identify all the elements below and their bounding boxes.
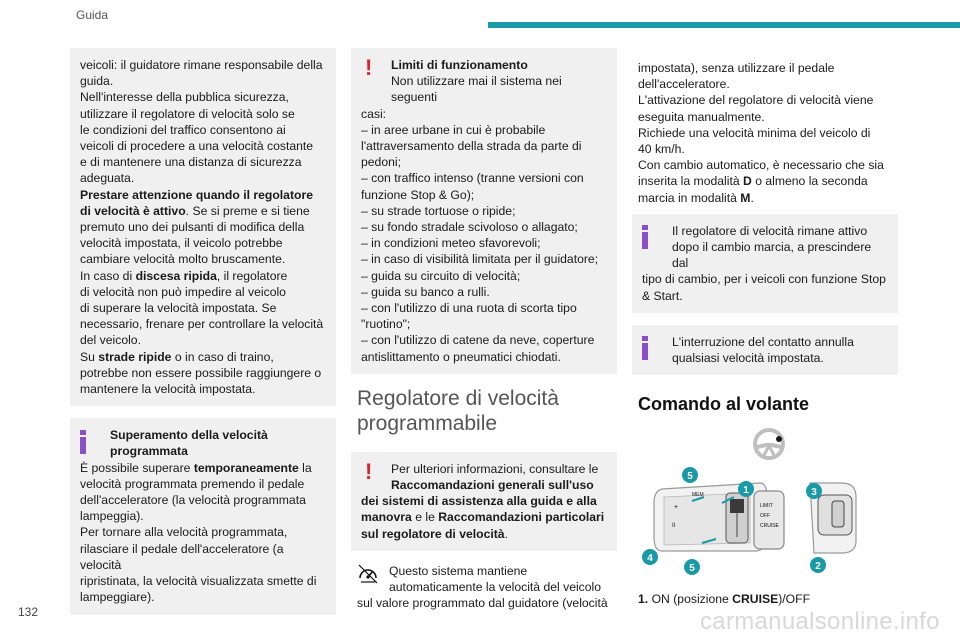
- bold-text: discesa ripida: [135, 268, 217, 283]
- text-line: [638, 190, 892, 206]
- diagram-label-mem: MEM: [692, 492, 704, 499]
- text-line: [80, 460, 326, 476]
- text-line: [80, 203, 326, 219]
- text-line: L'interruzione del contatto annulla: [672, 334, 854, 349]
- text-line: e di mantenere una distanza di sicurezza: [80, 155, 302, 170]
- text-line: Il regolatore di velocità rimane attivo: [672, 223, 868, 238]
- text-line: pedoni;: [361, 155, 401, 170]
- cruise-stalk-diagram: [642, 467, 892, 577]
- steering-control-diagram: [632, 427, 898, 577]
- bold-text: programmata: [110, 444, 188, 459]
- text-line: lampeggiare).: [80, 590, 155, 605]
- control-list: [632, 591, 898, 607]
- list-number: 1.: [638, 592, 649, 607]
- bold-text: Prestare attenzione quando il regolatore: [80, 187, 313, 202]
- warning-icon: !: [365, 55, 373, 80]
- svg-text:4: 4: [647, 553, 653, 565]
- text-line: adeguata.: [80, 171, 135, 186]
- text-span: la: [298, 460, 312, 475]
- text-line: – in condizioni meteo sfavorevoli;: [361, 236, 541, 251]
- text-span: o in caso di traino,: [171, 349, 274, 364]
- text-line: [361, 477, 607, 493]
- text-line: funzione Stop & Go);: [361, 187, 475, 202]
- text-span: o almeno la seconda: [751, 174, 868, 189]
- box-title-line: [80, 443, 326, 459]
- text-line: – in caso di visibilità limitata per il guidatore;: [361, 252, 599, 267]
- text-line: potrebbe non essere possibile raggiungere o: [80, 365, 322, 380]
- bold-text: di velocità è attivo: [80, 203, 186, 218]
- bold-text: Limiti di funzionamento: [391, 58, 528, 72]
- text-line: premuto uno dei pulsanti di modifica della: [80, 220, 305, 235]
- column-2: [351, 48, 617, 611]
- callout-4: [642, 549, 658, 565]
- text-line: [361, 493, 607, 509]
- text-span: .: [504, 526, 508, 541]
- text-span: marcia in modalità: [638, 190, 741, 205]
- bold-text: dei sistemi di assistenza alla guida e alla: [361, 494, 597, 509]
- text-line: antislittamento o pneumatici chiodati.: [361, 349, 561, 364]
- info-icon: [80, 430, 86, 454]
- bold-text: CRUISE: [732, 592, 779, 607]
- header-accent-bar: [488, 22, 960, 28]
- text-line: [80, 268, 326, 284]
- list-item: [638, 591, 892, 607]
- text-line: "ruotino";: [361, 317, 411, 332]
- text-line: di velocità non può impedire al veicolo: [80, 284, 286, 299]
- speed-regulator-icon: [357, 563, 379, 585]
- text-span: È possibile superare: [80, 460, 194, 475]
- text-line: cambiare velocità molto bruscamente.: [80, 252, 286, 267]
- column-1: [70, 48, 336, 627]
- text-line: – con l'utilizzo di una ruota di scorta tipo: [361, 301, 577, 316]
- info-icon: [642, 336, 648, 360]
- header-section-label: Guida: [76, 8, 109, 22]
- warning-box-limits: [351, 48, 617, 374]
- text-line: Nell'interesse della pubblica sicurezza,: [80, 90, 289, 105]
- box-title-line: [361, 57, 607, 73]
- text-line: automaticamente la velocità del veicolo: [389, 580, 602, 595]
- callout-5-bottom: [684, 559, 700, 575]
- text-line: Questo sistema mantiene: [389, 563, 528, 578]
- text-line: – su strade tortuose o ripide;: [361, 203, 516, 218]
- text-line: tipo di cambio, per i veicoli con funzione Stop: [642, 272, 886, 287]
- section-title-line: Regolatore di velocità: [357, 386, 559, 410]
- text-line: dell'acceleratore (la velocità programmata: [80, 493, 306, 508]
- text-line: – su fondo stradale scivoloso o allagato;: [361, 220, 578, 235]
- text-line: Non utilizzare mai il sistema nei seguenti: [391, 74, 562, 105]
- text-line: casi:: [361, 106, 387, 121]
- svg-text:1: 1: [743, 485, 749, 497]
- bold-text: Superamento della velocità: [110, 428, 268, 443]
- text-line: rilasciare il pedale dell'acceleratore (a velocità: [80, 541, 284, 572]
- diagram-label-limit: LIMIT: [760, 503, 773, 510]
- text-line: l'attraversamento della strada da parte di: [361, 139, 582, 154]
- section-title-line: programmabile: [357, 411, 498, 435]
- steering-wheel-icon: [752, 427, 786, 461]
- text-line: Per ulteriori informazioni, consultare le: [391, 461, 599, 476]
- warning-continuation-box: [70, 48, 336, 406]
- text-line: ripristinata, la velocità visualizzata smette di: [80, 574, 317, 589]
- svg-text:5: 5: [689, 563, 695, 575]
- text-line: eseguita manualmente.: [638, 109, 765, 124]
- text-line: Richiede una velocità minima del veicolo di: [638, 125, 871, 140]
- info-icon: [642, 225, 648, 249]
- section-title-steering: Comando al volante: [638, 394, 810, 415]
- page-number: 132: [18, 605, 39, 619]
- continuation-paragraph: [632, 60, 898, 206]
- diagram-label-plus: +: [674, 504, 679, 512]
- warning-icon: !: [365, 458, 373, 484]
- diagram-label-off: OFF: [760, 513, 770, 520]
- bold-text: sul regolatore di velocità: [361, 526, 505, 541]
- text-span: .: [750, 190, 754, 205]
- text-line: veicoli: il guidatore rimane responsabile della: [80, 58, 323, 72]
- text-line: & Start.: [642, 288, 683, 303]
- callout-1: [738, 481, 754, 497]
- bold-text: M: [740, 190, 751, 205]
- text-line: dopo il cambio marcia, a prescindere dal: [672, 240, 872, 271]
- text-span: )/OFF: [778, 592, 811, 607]
- text-line: utilizzare il regolatore di velocità solo se: [80, 106, 295, 121]
- text-line: – guida su banco a rulli.: [361, 284, 490, 299]
- diagram-label-cruise: CRUISE: [760, 523, 779, 530]
- column-3: [632, 48, 898, 607]
- text-line: impostata), senza utilizzare il pedale: [638, 61, 835, 75]
- text-line: sul valore programmato dal guidatore (velocità: [357, 596, 608, 611]
- text-line: [361, 526, 607, 542]
- speed-regulator-paragraph: [351, 563, 617, 612]
- text-line: 40 km/h.: [638, 142, 685, 157]
- text-line: – in aree urbane in cui è probabile: [361, 122, 546, 137]
- text-line: L'attivazione del regolatore di velocità viene: [638, 93, 874, 108]
- text-span: In caso di: [80, 268, 136, 283]
- text-line: – con traffico intenso (tranne versioni con: [361, 171, 584, 186]
- text-line: necessario, frenare per controllare la velocità: [80, 317, 324, 332]
- text-line: di superare la velocità impostata. Se: [80, 301, 277, 316]
- text-span: Su: [80, 349, 99, 364]
- text-line: [80, 349, 326, 365]
- text-line: veicoli di procedere a una velocità costante: [80, 139, 314, 154]
- text-span: inserita la modalità: [638, 174, 743, 189]
- text-line: Per tornare alla velocità programmata,: [80, 525, 288, 540]
- text-span: ON (posizione: [651, 592, 733, 607]
- callout-3: [806, 483, 822, 499]
- callout-2: [810, 557, 826, 573]
- text-line: qualsiasi velocità impostata.: [672, 351, 824, 366]
- text-line: lampeggia).: [80, 509, 144, 524]
- bold-text: Raccomandazioni particolari: [438, 510, 605, 525]
- text-span: , il regolatore: [216, 268, 288, 283]
- callout-5-top: [682, 467, 698, 483]
- text-line: guida.: [80, 74, 114, 89]
- info-box-ignition: [632, 325, 898, 375]
- info-box-override: [70, 418, 336, 614]
- svg-text:2: 2: [815, 561, 821, 573]
- bold-text: strade ripide: [98, 349, 172, 364]
- text-line: – con l'utilizzo di catene da neve, coperture: [361, 333, 595, 348]
- text-line: mantenere la velocità impostata.: [80, 382, 256, 397]
- text-line: [80, 187, 326, 203]
- text-line: velocità programmata premendo il pedale: [80, 476, 305, 491]
- bold-text: Raccomandazioni generali sull'uso: [391, 478, 594, 493]
- text-span: . Se si preme e si tiene: [185, 203, 310, 218]
- info-box-gear-change: [632, 214, 898, 313]
- text-line: le condizioni del traffico consentono ai: [80, 122, 286, 137]
- text-span: e le: [411, 510, 439, 525]
- section-title: [351, 386, 617, 436]
- svg-text:5: 5: [687, 471, 693, 483]
- text-line: – guida su circuito di velocità;: [361, 268, 521, 283]
- bold-text: temporaneamente: [193, 460, 299, 475]
- text-line: dell'acceleratore.: [638, 77, 730, 92]
- bold-text: manovra: [361, 510, 412, 525]
- warning-box-recommendations: [351, 452, 617, 551]
- text-line: Con cambio automatico, è necessario che sia: [638, 158, 884, 173]
- text-line: [638, 173, 892, 189]
- diagram-label-pause: II: [672, 523, 676, 530]
- watermark: carmanualsonline.info: [700, 608, 940, 635]
- box-title-line: [80, 427, 326, 443]
- svg-text:3: 3: [811, 487, 817, 499]
- bold-text: D: [743, 174, 752, 189]
- text-line: del veicolo.: [80, 333, 141, 348]
- text-line: velocità impostata, il veicolo potrebbe: [80, 236, 283, 251]
- text-line: [361, 509, 607, 525]
